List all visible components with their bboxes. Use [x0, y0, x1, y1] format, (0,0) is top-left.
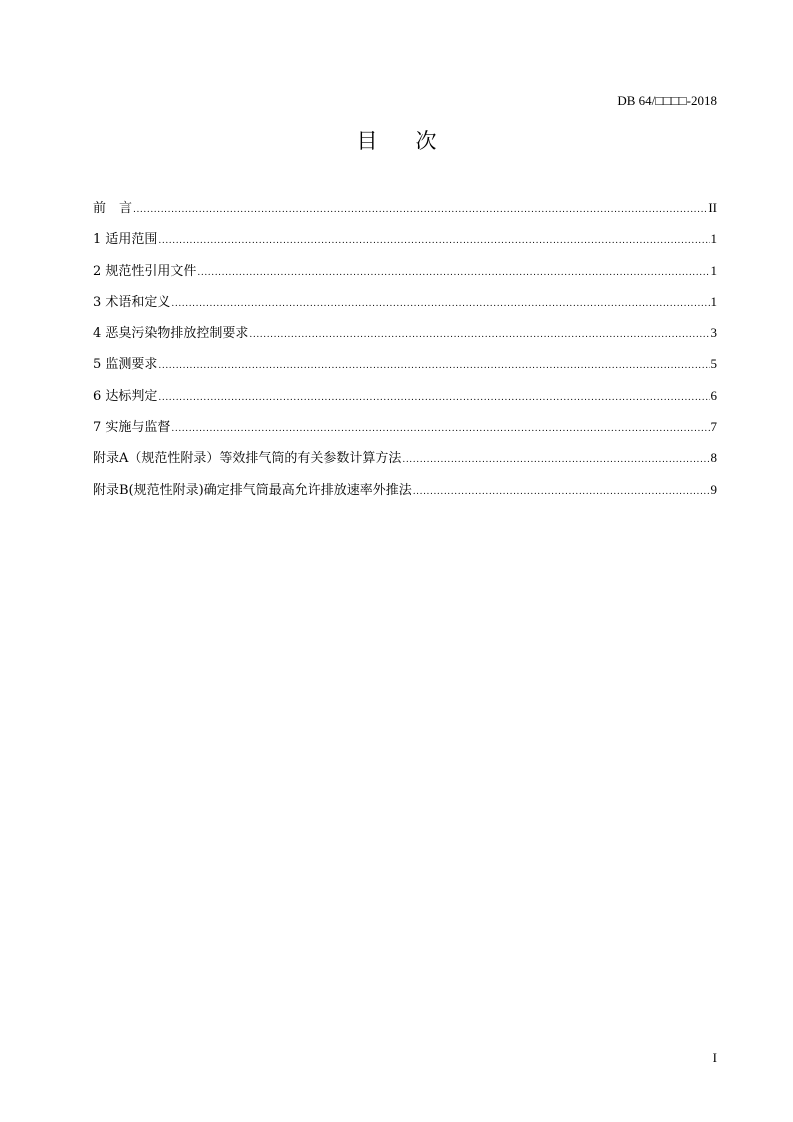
- toc-dot-leader: [402, 451, 709, 469]
- toc-entry-label: 7 实施与监督: [93, 420, 171, 436]
- toc-dot-leader: [197, 264, 709, 282]
- toc-title-left: 目: [356, 129, 378, 153]
- toc-entry-implementation[interactable]: [93, 418, 717, 449]
- toc-entry-page: 6: [710, 387, 717, 403]
- toc-entry-scope[interactable]: [93, 230, 717, 261]
- toc-dot-leader: [133, 201, 707, 219]
- toc-entry-page: 1: [710, 262, 717, 278]
- toc-entry-page: 3: [710, 325, 717, 341]
- toc-entry-label: 4 恶臭污染物排放控制要求: [93, 326, 249, 342]
- toc-entry-preface[interactable]: [93, 199, 717, 230]
- toc-entry-label: 6 达标判定: [93, 388, 158, 404]
- toc-entry-label: 附录B(规范性附录)确定排气筒最高允许排放速率外推法: [93, 482, 412, 498]
- page-number: I: [712, 1050, 717, 1065]
- toc-list: [93, 199, 717, 512]
- toc-entry-label: 1 适用范围: [93, 232, 158, 248]
- toc-entry-page: 7: [710, 419, 717, 435]
- toc-entry-label: 2 规范性引用文件: [93, 263, 197, 279]
- toc-entry-appendix-b[interactable]: [93, 481, 717, 512]
- toc-entry-compliance[interactable]: [93, 387, 717, 418]
- document-code: DB 64/□□□□-2018: [617, 93, 717, 108]
- toc-entry-page: 8: [710, 450, 717, 466]
- toc-entry-page: 9: [710, 481, 717, 497]
- toc-dot-leader: [158, 232, 709, 250]
- toc-entry-label: 5 监测要求: [93, 357, 158, 373]
- toc-entry-page: 1: [710, 231, 717, 247]
- toc-dot-leader: [158, 357, 709, 375]
- toc-dot-leader: [171, 420, 709, 438]
- toc-entry-appendix-a[interactable]: [93, 449, 717, 480]
- toc-dot-leader: [171, 295, 709, 313]
- toc-dot-leader: [249, 326, 709, 344]
- toc-entry-label: 附录A（规范性附录）等效排气筒的有关参数计算方法: [93, 451, 402, 467]
- toc-entry-normative-references[interactable]: [93, 262, 717, 293]
- toc-dot-leader: [158, 389, 709, 407]
- toc-entry-page: 1: [710, 293, 717, 309]
- toc-entry-monitoring[interactable]: [93, 355, 717, 386]
- toc-entry-emission-control[interactable]: [93, 324, 717, 355]
- toc-entry-terms-definitions[interactable]: [93, 293, 717, 324]
- toc-entry-label: 前 言: [93, 201, 133, 216]
- toc-title-right: 次: [415, 129, 437, 153]
- toc-title: [0, 128, 793, 154]
- toc-entry-label: 3 术语和定义: [93, 294, 171, 310]
- toc-dot-leader: [413, 483, 710, 501]
- toc-entry-page: II: [708, 200, 717, 215]
- toc-entry-page: 5: [710, 356, 717, 372]
